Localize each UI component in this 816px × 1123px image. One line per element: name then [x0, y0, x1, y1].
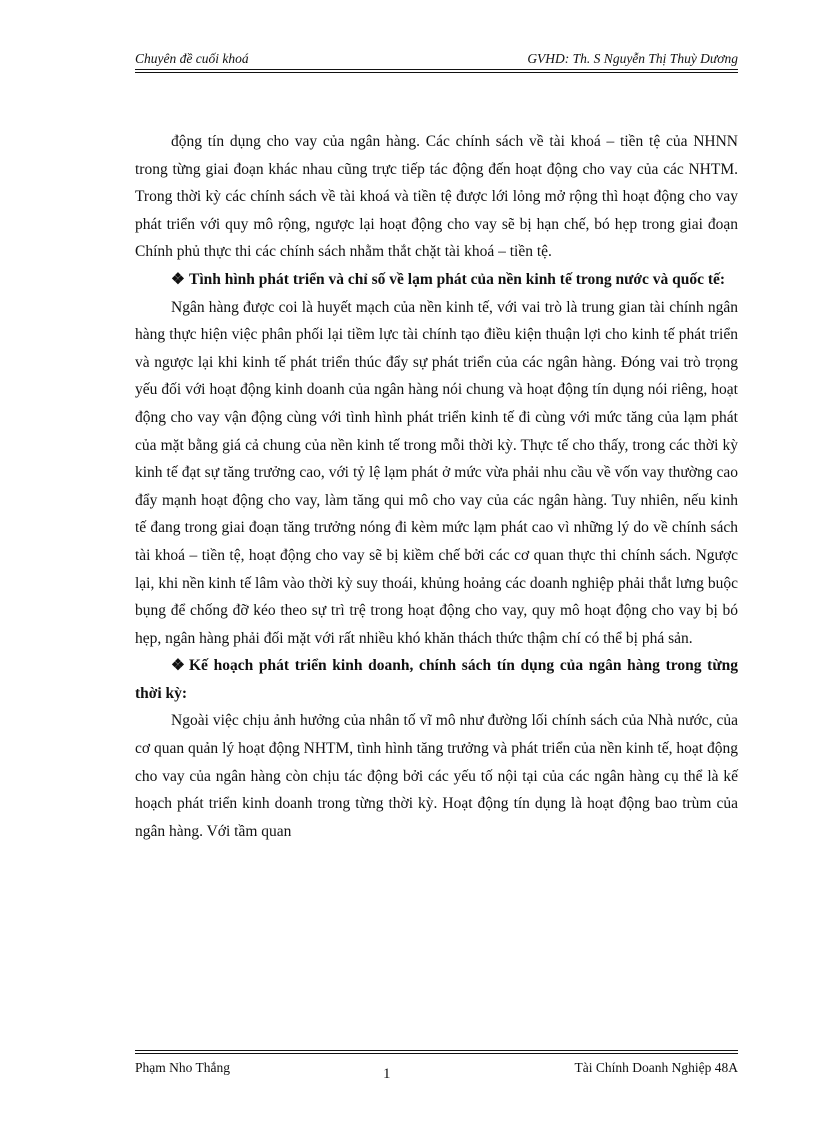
header-rule: [135, 69, 738, 70]
header-document-title: Chuyên đề cuối khoá: [135, 51, 249, 66]
page-body: [135, 128, 738, 845]
section-heading-2-text: Kế hoạch phát triển kinh doanh, chính sách tín dụng của ngân hàng trong từng thời kỳ:: [135, 657, 738, 702]
footer-rule-double: [135, 1053, 738, 1054]
section-heading-2: [135, 652, 738, 707]
section-heading-1-text: Tình hình phát triển và chỉ số về lạm phát của nền kinh tế trong nước và quốc tế:: [189, 270, 726, 288]
footer-class: Tài Chính Doanh Nghiệp 48A: [574, 1060, 738, 1075]
page-header: [135, 48, 738, 70]
diamond-bullet-icon: ❖: [171, 270, 185, 288]
footer-author: Phạm Nho Thắng: [135, 1060, 230, 1075]
paragraph-1: động tín dụng cho vay của ngân hàng. Các chính sách về tài khoá – tiền tệ của NHNN trong từng giai đoạn khác nhau cũng trực tiếp tác động đến hoạt động cho vay của các NHTM. Trong thời kỳ các chính sách về tài khoá và tiền tệ được lới lỏng mở rộng thì hoạt động cho vay phát triển với quy mô rộng, ngược lại hoạt động cho vay sẽ bị hạn chế, bó hẹp trong giai đoạn Chính phủ thực thi các chính sách nhằm thắt chặt tài khoá – tiền tệ.: [135, 133, 738, 261]
page-footer: [135, 1058, 738, 1088]
page-number: 1: [383, 1066, 391, 1082]
diamond-bullet-icon: ❖: [171, 657, 185, 675]
paragraph-3: Ngoài việc chịu ảnh hưởng của nhân tố vĩ mô như đường lối chính sách của Nhà nước, của cơ quan quản lý hoạt động NHTM, tình hình tăng trưởng và phát triển của nền kinh tế, hoạt động cho vay của ngân hàng còn chịu tác động bởi các yếu tố nội tại của các ngân hàng cụ thể là kế hoạch phát triển kinh doanh trong từng thời kỳ. Hoạt động tín dụng là hoạt động bao trùm của ngân hàng. Với tầm quan: [135, 712, 738, 840]
footer-rule: [135, 1050, 738, 1051]
header-rule-double: [135, 72, 738, 73]
header-supervisor: GVHD: Th. S Nguyễn Thị Thuỳ Dương: [527, 51, 738, 66]
section-heading-1: [135, 266, 738, 294]
paragraph-2: Ngân hàng được coi là huyết mạch của nền kinh tế, với vai trò là trung gian tài chính ngân hàng thực hiện việc phân phối lại tiềm lực tài chính tạo điều kiện thuận lợi cho kinh tế phát triển và ngược lại khi kinh tế phát triển thúc đẩy sự phát triển của các ngân hàng. Đóng vai trò trọng yếu đối với hoạt động kinh doanh của ngân hàng nói chung và hoạt động tín dụng nói riêng, hoạt động cho vay vận động cùng với tình hình phát triển kinh tế đi cùng với mức tăng của lạm phát của mặt bằng giá cả chung của nền kinh tế trong mỗi thời kỳ. Thực tế cho thấy, trong các thời kỳ kinh tế đạt sự tăng trưởng cao, với tỷ lệ lạm phát ở mức vừa phải nhu cầu về vốn vay thường cao đẩy mạnh hoạt động cho vay, làm tăng qui mô cho vay của các ngân hàng. Tuy nhiên, nếu kinh tế đang trong giai đoạn tăng trưởng nóng đi kèm mức lạm phát cao vì những lý do về chính sách tài khoá – tiền tệ, hoạt động cho vay sẽ bị kiềm chế bởi các cơ quan thực thi chính sách. Ngược lại, khi nền kinh tế lâm vào thời kỳ suy thoái, khủng hoảng các doanh nghiệp phải thắt lưng buộc bụng để chống đỡ kéo theo sự trì trệ trong hoạt động cho vay, quy mô hoạt động cho vay bị bó hẹp, ngân hàng phải đối mặt với rất nhiều khó khăn thách thức thậm chí có thể bị phá sản.: [135, 298, 738, 647]
